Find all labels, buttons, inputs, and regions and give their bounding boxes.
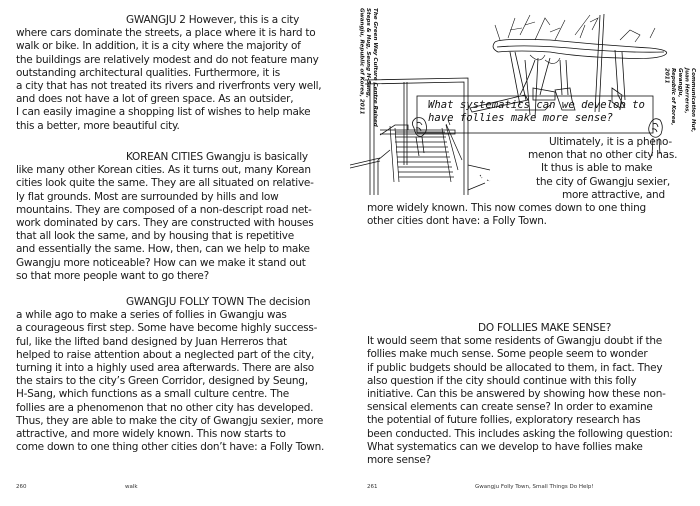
section-gwangju-folly-town: GWANGJU FOLLY TOWN The decision a while ago to make a series of follies in Gwangju was a courageous first step. Some have become highly success- ful, like the lifted band designed by Juan Herreros that helped to raise attention about a neglected part of the city, turning it into a highly used area afterwards. There are also the stairs to the city’s Green Corridor, designed by Seung, H-Sang, which functions as a small culture centre. The follies are a phenomenon that no other city has developed. Thus, they are able to make the city of Gwangju sexier, more attractive, and more widely known. This now starts to come down to one thing other cities don’t have: a Folly Town. — [16, 296, 325, 454]
sign-illustration — [350, 0, 700, 320]
wrap-paragraph: Ultimately, it is a pheno- menon that no other city has. It thus is able to make the city of Gwangju sexier, more attractive, and more widely known. This now comes down to one thing other cities dont have: a Folly Town. — [367, 136, 678, 228]
hand-right-icon — [649, 119, 663, 156]
page-number: 260 — [16, 484, 27, 490]
sign-text: What systematics can we develop to have follies make more sense? — [428, 99, 645, 124]
section-heading: KOREAN CITIES — [126, 151, 203, 163]
caption-stairs: The Green Way Culture Centre Raised Steps & Hug, Seung H-Sang, Gwangju, Republic of Korea, 2011 — [358, 8, 378, 127]
running-title: walk — [125, 484, 138, 490]
section-heading: GWANGJU FOLLY TOWN — [126, 296, 245, 308]
right-page — [350, 0, 700, 506]
running-title: Gwangju Folly Town, Small Things Do Help! — [475, 484, 594, 490]
caption-hut: Communication Hut, Juan Herreros, Gwangju, Republic of Korea, 2011 — [663, 68, 696, 133]
section-heading: GWANGJU 2 — [126, 14, 186, 26]
sign-board-drawing — [350, 0, 700, 320]
section-korean-cities: KOREAN CITIES Gwangju is basically like many other Korean cities. As it turns out, many Korean cities look quite the same. They are all situated on relative- ly flat grounds. Most are surrounded by hills and low mountains. They are composed of a non-descript road net- work dominated by cars. They are constructed with houses that all look the same, and by housing that is repetitive and essentially the same. How, then, can we help to make Gwangju more noticeable? How can we make it stand out so that more people want to go there? — [16, 151, 314, 282]
page-number: 261 — [367, 484, 378, 490]
section-heading: DO FOLLIES MAKE SENSE? — [478, 322, 612, 334]
section-gwangju-2: GWANGJU 2 However, this is a city where cars dominate the streets, a place where it is hard to walk or bike. In addition, it is a city where the majority of the buildings are relatively modest and do not feature many outstanding architectural qualities. Furthermore, it is a city that has not treated its rivers and riverfronts very well, and does not have a lot of green space. As an outsider, I can easily imagine a shopping list of wishes to help make this a better, more beautiful city. — [16, 14, 322, 132]
section-do-follies-make-sense: DO FOLLIES MAKE SENSE? It would seem that some residents of Gwangju doubt if the follies make much sense. Some people seem to wonder if public budgets should be allocated to them, in fact. They also question if the city should continue with this folly initiative. Can this be answered by showing how these non- sensical elements can create sense? In order to examine the potential of future follies, exploratory research has been conducted. This includes asking the following question: What systematics can we develop to have follies make more sense? — [367, 322, 697, 467]
hand-left-icon — [412, 118, 426, 156]
